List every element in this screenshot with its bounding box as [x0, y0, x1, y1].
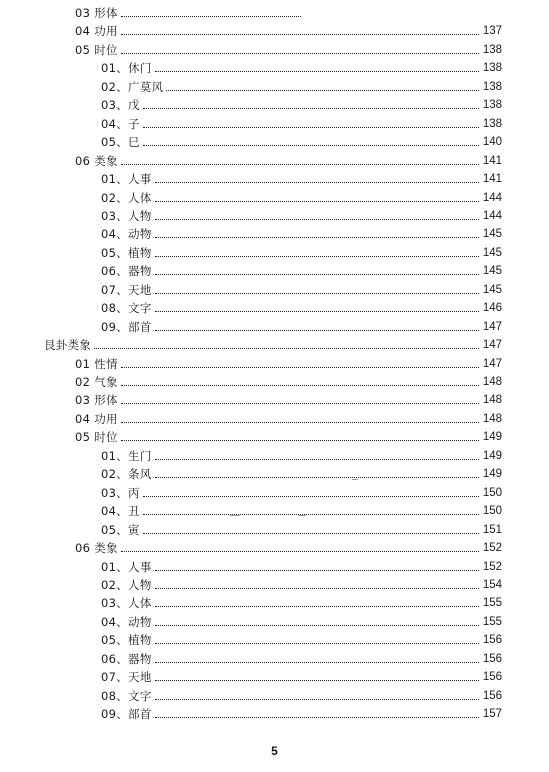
toc-entry-page: 151	[482, 523, 502, 536]
toc-entry	[75, 410, 502, 426]
toc-dot-leader	[121, 34, 479, 35]
toc-entry-page: 157	[482, 708, 502, 721]
toc-dot-leader	[155, 680, 479, 681]
toc-entry	[75, 22, 502, 38]
toc-entry-title: 06、器物	[101, 264, 152, 279]
toc-dot-leader	[155, 699, 479, 700]
toc-entry-page: 145	[482, 228, 502, 241]
toc-dot-leader	[155, 182, 479, 183]
toc-entry-page: 156	[482, 634, 502, 647]
toc-entry-page: 145	[482, 246, 502, 259]
toc-dot-leader	[155, 570, 479, 571]
toc-entry	[101, 225, 502, 241]
toc-entry-page: 138	[482, 62, 502, 75]
toc-entry	[101, 244, 502, 260]
scan-artifact	[230, 515, 240, 516]
toc-entry-title: 03、人物	[101, 208, 152, 223]
toc-dot-leader	[121, 551, 479, 552]
toc-entry-page: 145	[482, 283, 502, 296]
toc-dot-leader	[155, 606, 479, 607]
toc-dot-leader	[155, 71, 479, 72]
toc-dot-leader	[155, 643, 479, 644]
toc-entry-title: 04、动物	[101, 614, 152, 629]
toc-entry-page: 155	[482, 597, 502, 610]
scan-artifact	[352, 479, 358, 480]
toc-entry-title: 04 功用	[75, 411, 118, 426]
toc-entry-page: 152	[482, 542, 502, 555]
toc-entry	[101, 78, 502, 94]
toc-entry	[101, 262, 502, 278]
toc-entry-title: 02、人体	[101, 190, 152, 205]
toc-entry-title: 05、植物	[101, 633, 152, 648]
toc-entry-title: 05、巳	[101, 135, 140, 150]
toc-dot-leader	[155, 662, 479, 663]
toc-entry-page: 149	[482, 468, 502, 481]
toc-dot-leader	[143, 496, 479, 497]
toc-dot-leader	[121, 16, 301, 17]
toc-entry-page: 148	[482, 376, 502, 388]
scan-artifact	[298, 515, 306, 516]
toc-dot-leader	[155, 219, 479, 220]
page-number: 5	[271, 744, 278, 758]
toc-entry-title: 03 形体	[75, 393, 118, 408]
toc-entry-page: 138	[482, 99, 502, 112]
toc-entry-page: 144	[482, 191, 502, 204]
toc-entry-page: 147	[482, 339, 502, 352]
toc-entry-title: 08、文字	[101, 301, 152, 316]
toc-entry-page: 146	[482, 302, 502, 315]
toc-entry-title: 01、人事	[101, 172, 152, 187]
toc-entry-page: 144	[482, 209, 502, 222]
toc-dot-leader	[121, 367, 479, 368]
toc-entry	[44, 336, 502, 352]
toc-entry	[101, 281, 502, 297]
toc-dot-leader	[121, 403, 479, 404]
toc-entry-page: 147	[482, 357, 502, 370]
toc-dot-leader	[166, 90, 479, 91]
toc-dot-leader	[121, 422, 479, 423]
toc-entry-page: 137	[482, 25, 502, 38]
toc-entry-title: 04、动物	[101, 227, 152, 242]
toc-entry	[101, 613, 502, 629]
toc-entry-title: 09、部首	[101, 319, 152, 334]
toc-entry-title: 05 时位	[75, 430, 118, 445]
toc-entry-page: 140	[482, 136, 502, 149]
toc-entry	[101, 521, 502, 537]
toc-entry-title: 03、戊	[101, 98, 140, 113]
toc-dot-leader	[155, 330, 479, 331]
toc-entry-page: 138	[482, 80, 502, 93]
toc-entry	[101, 687, 502, 703]
toc-entry-title: 艮卦类象	[44, 338, 92, 353]
toc-entry-page: 149	[482, 449, 502, 462]
toc-entry-title: 04 功用	[75, 24, 118, 39]
toc-dot-leader	[143, 127, 479, 128]
toc-dot-leader	[155, 237, 479, 238]
toc-entry	[75, 355, 502, 371]
toc-dot-leader	[155, 311, 479, 312]
toc-entry-page: 138	[482, 117, 502, 130]
toc-entry-title: 05、寅	[101, 522, 140, 537]
toc-entry	[101, 189, 502, 205]
toc-entry-title: 08、文字	[101, 688, 152, 703]
toc-entry	[75, 4, 324, 20]
toc-entry	[101, 115, 502, 131]
toc-entry-page: 155	[482, 615, 502, 628]
toc-dot-leader	[155, 274, 479, 275]
toc-entry-title: 02 气象	[75, 375, 118, 389]
toc-entry	[101, 594, 502, 610]
toc-entry-title: 01、生门	[101, 448, 152, 463]
toc-dot-leader	[155, 717, 479, 718]
toc-entry-title: 03、人体	[101, 596, 152, 611]
toc-entry	[101, 558, 502, 574]
toc-entry-page: 141	[482, 173, 502, 186]
toc-entry-page: 148	[482, 394, 502, 407]
toc-dot-leader	[155, 201, 479, 202]
toc-entry	[101, 59, 502, 75]
toc-entry	[75, 41, 502, 57]
toc-entry-title: 06、器物	[101, 651, 152, 666]
toc-entry-page: 138	[482, 43, 502, 56]
toc-entry-title: 05 时位	[75, 42, 118, 57]
toc-entry-page: 156	[482, 652, 502, 665]
toc-entry-title: 04、丑	[101, 504, 140, 519]
toc-entry-title: 06 类象	[75, 153, 118, 168]
toc-dot-leader	[143, 145, 479, 146]
toc-dot-leader	[155, 477, 479, 478]
toc-dot-leader	[121, 53, 479, 54]
toc-entry-page: 156	[482, 671, 502, 684]
toc-dot-leader	[155, 459, 479, 460]
toc-dot-leader	[155, 588, 479, 589]
toc-entry-title: 02、人物	[101, 577, 152, 592]
toc-entry-title: 04、子	[101, 116, 140, 131]
toc-dot-leader	[121, 385, 479, 386]
toc-entry-page: 149	[482, 431, 502, 444]
toc-entry	[75, 428, 502, 444]
toc-entry	[101, 170, 502, 186]
toc-entry	[101, 484, 502, 500]
toc-entry-page: 152	[482, 560, 502, 573]
toc-entry	[101, 650, 502, 666]
toc-entry-title: 07、天地	[101, 670, 152, 685]
toc-entry-title: 07、天地	[101, 282, 152, 297]
toc-entry	[101, 318, 502, 334]
toc-dot-leader	[143, 533, 479, 534]
toc-entry	[75, 539, 502, 555]
toc-dot-leader	[155, 256, 479, 257]
toc-entry-page: 150	[482, 486, 502, 499]
toc-entry-title: 03 形体	[75, 6, 118, 20]
toc-entry-title: 01、人事	[101, 559, 152, 574]
toc-entry	[101, 631, 502, 647]
toc-entry	[101, 133, 502, 149]
toc-entry	[101, 299, 502, 315]
toc-dot-leader	[143, 514, 479, 515]
toc-entry-page: 141	[482, 154, 502, 167]
toc-entry	[101, 447, 502, 463]
toc-entry	[101, 465, 502, 481]
toc-entry-page: 154	[482, 578, 502, 591]
toc-entry-page: 148	[482, 412, 502, 425]
toc-dot-leader	[121, 164, 479, 165]
toc-entry	[101, 207, 502, 223]
toc-dot-leader	[155, 625, 479, 626]
toc-entry-page: 150	[482, 505, 502, 518]
toc-dot-leader	[94, 348, 479, 349]
toc-entry	[75, 391, 502, 407]
toc-entry-page: 147	[482, 320, 502, 333]
toc-entry	[101, 576, 502, 592]
toc-entry-title: 05、植物	[101, 245, 152, 260]
toc-entry-title: 01 性情	[75, 356, 118, 371]
toc-entry-title: 02、广莫风	[101, 79, 164, 94]
toc-dot-leader	[143, 108, 479, 109]
toc-entry-page: 145	[482, 265, 502, 278]
toc-entry-title: 01、休门	[101, 61, 152, 76]
toc-dot-leader	[155, 293, 479, 294]
toc-entry-title: 02、条风	[101, 467, 152, 482]
toc-dot-leader	[121, 440, 479, 441]
toc-entry	[75, 373, 502, 389]
toc-entry	[101, 705, 502, 721]
toc-entry	[75, 152, 502, 168]
toc-entry	[101, 96, 502, 112]
toc-entry-title: 09、部首	[101, 707, 152, 722]
toc-entry-title: 03、丙	[101, 485, 140, 500]
toc-entry	[101, 668, 502, 684]
toc-entry-title: 06 类象	[75, 541, 118, 556]
toc-entry-page: 156	[482, 689, 502, 702]
